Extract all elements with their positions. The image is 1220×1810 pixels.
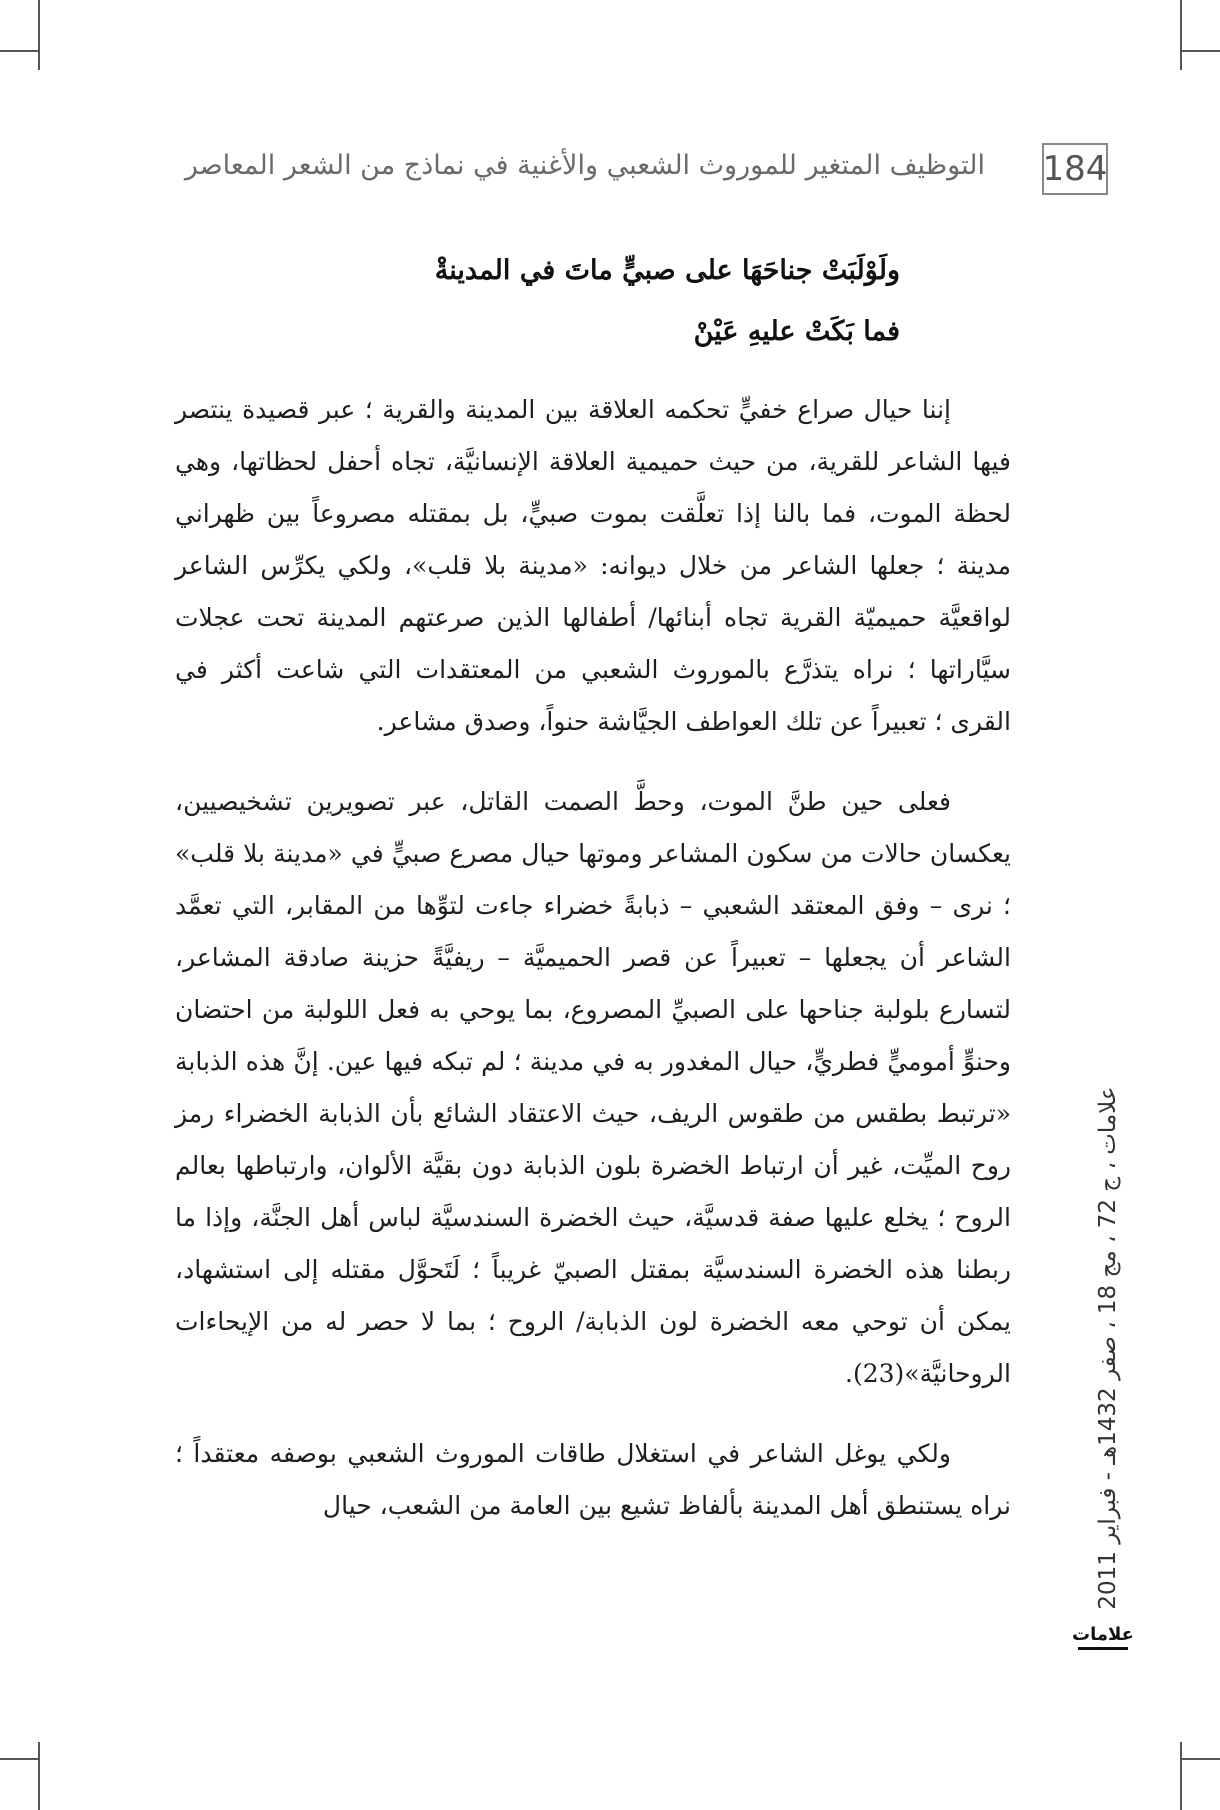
crop-mark-bottom-right [1180,1742,1182,1810]
paragraph-3: ولكي يوغل الشاعر في استغلال طاقات الموروث الشعبي بوصفه معتقداً ؛ نراه يستنطق أهل المدينة بألفاظ تشيع بين العامة من الشعب، حيال [175,1439,1011,1520]
body-text [175,384,1011,1560]
crop-mark-bottom-left-h [0,1758,40,1760]
crop-mark-top-left-h [0,50,40,52]
crop-mark-top-left [38,0,40,70]
verse-line-1: ولَوْلَبَتْ جناحَهَا على صبيٍّ ماتَ في المدينةْ [434,255,900,286]
journal-logo [1072,1622,1134,1652]
crop-mark-bottom-right-h [1180,1758,1220,1760]
running-header-title: التوظيف المتغير للموروث الشعبي والأغنية في نماذج من الشعر المعاصر [184,150,985,181]
crop-mark-bottom-left [38,1742,40,1810]
page-number: 184 [1042,143,1108,195]
crop-mark-top-right [1180,0,1182,70]
paragraph-1: إننا حيال صراع خفيٍّ تحكمه العلاقة بين المدينة والقرية ؛ عبر قصيدة ينتصر فيها الشاعر للقرية، من حيث حميمية العلاقة الإنسانيَّة، تجاه أحفل لحظاتها، وهي لحظة الموت، فما بالنا إذا تعلَّقت بموت صبيٍّ، بل بمقتله مصروعاً بين ظهراني مدينة ؛ جعلها الشاعر من خلال ديوانه: «مدينة بلا قلب»، ولكي يكرِّس الشاعر لواقعيَّة حميميّة القرية تجاه أبنائها/ أطفالها الذين صرعتهم المدينة تحت عجلات سيَّاراتها ؛ نراه يتذرَّع بالموروث الشعبي من المعتقدات التي شاعت أكثر في القرى ؛ تعبيراً عن تلك العواطف الجيَّاشة حنواً، وصدق مشاعر. [175,395,1011,736]
side-running-text [1090,1082,1126,1614]
journal-logo-text: علامات [1072,1623,1134,1645]
verse-line-2: فما بَكَتْ عليهِ عَيْنْ [693,316,900,347]
paragraph-2: فعلى حين طنَّ الموت، وحطَّ الصمت القاتل، عبر تصويرين تشخيصيين، يعكسان حالات من سكون المشاعر وموتها حيال مصرع صبيٍّ في «مدينة بلا قلب» ؛ نرى – وفق المعتقد الشعبي – ذبابةً خضراء جاءت لتوِّها من المقابر، التي تعمَّد الشاعر أن يجعلها – تعبيراً عن قصر الحميميَّة – ريفيَّةً حزينة صادقة المشاعر، لتسارع بلولبة جناحها على الصبيِّ المصروع، بما يوحي به فعل اللولبة من احتضان وحنوٍّ أموميٍّ فطريٍّ، حيال المغدور به في مدينة ؛ لم تبكه فيها عين. إنَّ هذه الذبابة «ترتبط بطقس من طقوس الريف، حيث الاعتقاد الشائع بأن الذبابة الخضراء رمز روح الميِّت، غير أن ارتباط الخضرة بلون الذبابة دون بقيَّة الألوان، وارتباطها بعالم الروح ؛ يخلع عليها صفة قدسيَّة، حيث الخضرة السندسيَّة لباس أهل الجنَّة، وإذا ما ربطنا هذه الخضرة السندسيَّة بمقتل الصبيّ غريباً ؛ لَتَحوَّل مقتله إلى استشهاد، يمكن أن توحي معه الخضرة لون الذبابة/ الروح ؛ بما لا حصر له من الإيحاءات الروحانيَّة»(23). [175,787,1011,1388]
side-running-text-label: علامات ، ج 72 ، مج 18 ، صفر 1432هـ - فبراير 2011 [1095,1086,1121,1610]
journal-logo-rule [1078,1647,1128,1650]
crop-mark-top-right-h [1180,50,1220,52]
